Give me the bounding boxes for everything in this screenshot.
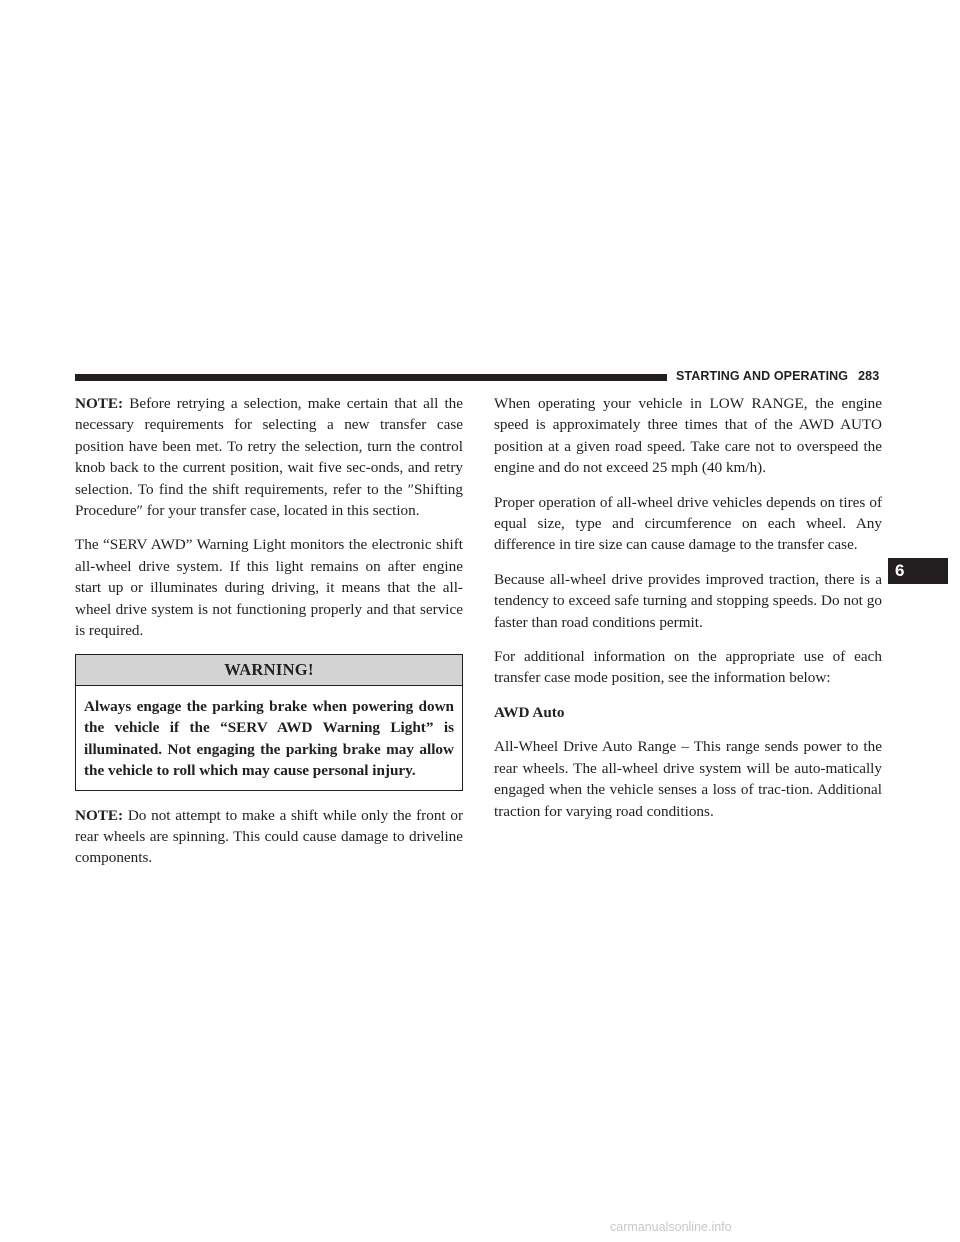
traction-paragraph: Because all-wheel drive provides improved traction, there is a tendency to exceed safe turning and stopping speeds. Do not go faster than road conditions permit. bbox=[494, 570, 882, 631]
tires-paragraph: Proper operation of all-wheel drive vehicles depends on tires of equal size, type and circumference on each wheel. Any difference in tire size can cause damage to the transfer case. bbox=[494, 493, 882, 554]
right-column bbox=[494, 393, 882, 835]
running-header bbox=[676, 369, 879, 383]
header-rule bbox=[75, 374, 667, 381]
watermark: carmanualsonline.info bbox=[610, 1220, 732, 1234]
page-number: 283 bbox=[858, 369, 880, 383]
serv-awd-paragraph: The “SERV AWD” Warning Light monitors the electronic shift all-wheel drive system. If this light remains on after engine start up or illuminates during driving, it means that the all-wheel drive system is not functioning properly and that service is required. bbox=[75, 536, 463, 640]
note-text: Do not attempt to make a shift while only the front or rear wheels are spinning. This could cause damage to driveline components. bbox=[75, 806, 464, 867]
section-title: STARTING AND OPERATING bbox=[676, 369, 849, 383]
note-text: Before retrying a selection, make certain that all the necessary requirements for selecting a new transfer case position have been met. To retry the selection, turn the control knob back to the current position, wait five sec-onds, and retry selection. To find the shift requirements, refer to the ″Shifting Procedure″ for your transfer case, located in this section. bbox=[75, 395, 463, 520]
warning-box bbox=[75, 654, 463, 790]
warning-text: Always engage the parking brake when powering down the vehicle if the “SERV AWD Warning Light” is illuminated. Not engaging the parking brake may allow the vehicle to roll which may cause personal injury. bbox=[84, 697, 454, 780]
left-column bbox=[75, 393, 463, 882]
awd-auto-paragraph: All-Wheel Drive Auto Range – This range sends power to the rear wheels. The all-wheel drive system will be auto-matically engaged when the vehicle senses a loss of trac-tion. Additional traction for varying road conditions. bbox=[494, 738, 882, 820]
warning-title: WARNING! bbox=[76, 655, 462, 685]
note-lead: NOTE: bbox=[75, 806, 124, 824]
note-paragraph-1 bbox=[75, 393, 463, 521]
note-lead: NOTE: bbox=[75, 395, 124, 412]
chapter-tab: 6 bbox=[888, 558, 948, 584]
low-range-paragraph: When operating your vehicle in LOW RANGE, the engine speed is approximately three times that of the AWD AUTO position at a given road speed. Take care not to overspeed the engine and do not exceed 25 mph (40 km/h). bbox=[494, 395, 882, 477]
note-paragraph-2 bbox=[75, 805, 463, 869]
additional-info-paragraph: For additional information on the appropriate use of each transfer case mode position, see the information below: bbox=[494, 648, 882, 687]
awd-auto-heading: AWD Auto bbox=[494, 703, 565, 721]
